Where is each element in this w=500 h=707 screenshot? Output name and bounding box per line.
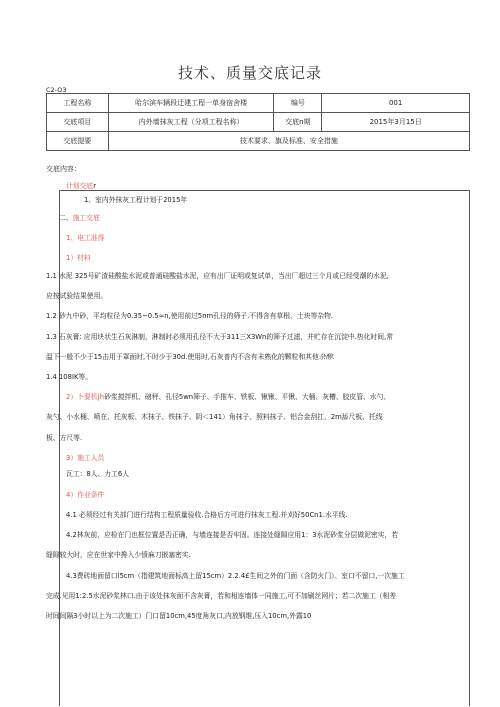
date-label: 交底n期: [274, 113, 322, 132]
subsection-heading: 1）材料: [66, 254, 91, 262]
table-row: [47, 94, 470, 113]
date-value: 2015年3月15日: [322, 113, 470, 132]
section-heading: 施工交底: [72, 214, 100, 222]
header-table: [46, 93, 470, 151]
subsection-heading: 3）施工人员: [66, 454, 105, 462]
subsection-mark: |h: [97, 393, 105, 401]
plan-label-text: 计划交底: [66, 182, 94, 190]
subsection-heading: 2）卜要机: [66, 393, 98, 401]
page-title: 技术、质量交底记录: [177, 64, 322, 82]
number-value: 001: [322, 94, 470, 113]
summary-value: 技术要求、旗及标准、安全措施: [108, 132, 469, 151]
content-box: [59, 190, 470, 706]
content-line-italic: 杂醇.: [318, 353, 335, 361]
content-line-text: 温下一般不少于15击用于罩面时,不时少于30d.使用时,石灰普内不含有未熟化的颗粒和其他: [46, 353, 319, 361]
item-value: 内外墙抹灰工程（分项工程名称）: [108, 113, 274, 132]
subsection-heading: 4）作业条件: [66, 491, 105, 499]
plan-label: [66, 180, 96, 190]
table-row: [47, 132, 470, 151]
content-line: 灰勺、小水桶、喷在、托灰板、木抹子、铁抹子、阴＜141）角抹子、照料抹子、铝合金刮扛、2m舔尺板、托线: [46, 413, 383, 421]
project-value: 哈尔滨车辆段迁建工程一单身宿舍楼: [108, 94, 274, 113]
content-line: 1.1 水泥 325号矿渣硅酸盐水泥或普通硅酸盐水泥，应有出厂证明或复试单，当出厂超过三个月或已经受潮的水泥,: [46, 272, 389, 280]
content-line: 4.2林灰前，应检在门也框位置是否正确，与墙连接是否牢固。连接处缝隙应用1：3水泥砂浆分层做泥密实，若: [66, 531, 399, 539]
item-label: 交底项目: [47, 113, 109, 132]
form-code: C2-O3: [46, 86, 67, 94]
summary-label: 交底提要: [47, 132, 109, 151]
table-row: [47, 113, 470, 132]
content-line-text: 砂浆搅拌机、磅秤、孔径5wn筛子、手推车、铁板、锹锹、平锹、大桶、灰槽、胶皮管、水勺、: [104, 393, 391, 401]
content-line: 1.3 石灰膏: 应用块状生石灰淋制，淋制时必须用孔径不大于311三X3Wn的筛子过滤，并贮存在沉淀中.热化时间,常: [46, 333, 393, 341]
content-line: [66, 393, 390, 402]
content-line: 1.4 108IK等。: [46, 373, 92, 381]
content-line: 1、室内外抹灰工程计划于2015年: [84, 196, 188, 204]
content-line: 缝隙较大时，应在世家中搀入少愤麻刀嵌塞密实.: [46, 551, 191, 559]
content-line: 1.2 砂九中砂，平均粒径为0.35~0.5≈n,使用前过5nm孔径的筛子.不得含有草根、土块等杂物.: [46, 312, 334, 320]
content-line: 完成.见用1:2.5水泥砂浆林口.由于该处抹灰面不含灰膏，若和相连墙体一同施工,可不加刷丝网片；若二次施工（相差: [46, 592, 397, 600]
content-line: 板、方尺等.: [46, 434, 83, 442]
content-line: 4.1 必须经过有关部门进行结构工程质量验收.合格后方可进行抹灰工程.并刈好50Cn1.水平线.: [66, 511, 348, 519]
content-line: 4.3费砖地面留口l5cm（指建筑地面标高上留15cm）2.2.4£生间之外的门面（含防火门）、室口不留口,一次施工: [66, 572, 405, 580]
subsection-heading: 1、电工准得: [66, 234, 105, 242]
content-line: 瓦工：8人、力工6人: [66, 470, 130, 478]
content-line: 时间间隔3小时以上为二次施工）门口留10cm,45度角灰口,内放钢维,压入10cm,外露10: [46, 612, 312, 620]
project-label: 工程名称: [47, 94, 109, 113]
plan-label-suffix: r: [93, 182, 96, 190]
content-label: 交底内容：: [46, 165, 81, 173]
section-number: 二、: [59, 214, 73, 222]
content-line: [59, 214, 100, 223]
number-label: 编号: [274, 94, 322, 113]
content-line: [46, 353, 335, 362]
content-line: 应按试验结果使用。: [46, 292, 108, 300]
